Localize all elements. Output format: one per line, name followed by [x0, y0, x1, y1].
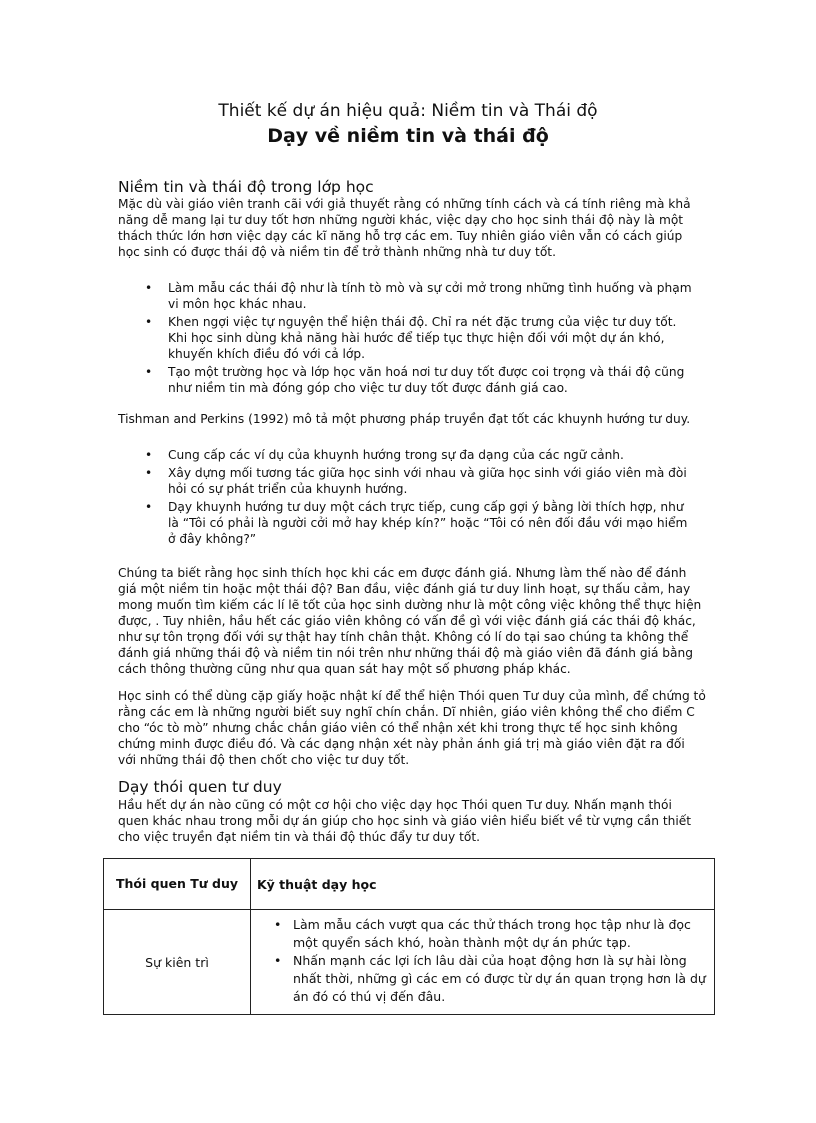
beliefs-bullet-list	[118, 280, 698, 398]
list-item: • Làm mẫu cách vượt qua các thử thách trong học tập như là đọc một quyển sách khó, hoàn thành một dự án phức tạp.	[251, 916, 706, 952]
technique-list	[251, 916, 706, 1006]
list-item: • Khen ngợi việc tự nguyện thể hiện thái độ. Chỉ ra nét đặc trưng của việc tư duy tốt. Khi học sinh dùng khả năng hài hước để tiếp tục thực hiện đối với một dự án khó, khuyến khích điều đó với cả lớp.	[118, 314, 698, 362]
assessment-paragraph: Chúng ta biết rằng học sinh thích học khi các em được đánh giá. Nhưng làm thế nào để đánh giá một niềm tin hoặc một thái độ? Ban đầu, việc đánh giá tư duy linh hoạt, sự thấu cảm, hay mong muốn tìm kiếm các lí lẽ tốt của học sinh dường như là một công việc không thể thực hiện được, . Tuy nhiên, hầu hết các giáo viên không có vấn đề gì với việc đánh giá các thái độ khác, như sự tôn trọng đối với sự thật hay tính chân thật. Không có lí do tại sao chúng ta không thể đánh giá những thái độ và niềm tin nói trên như những thái độ mà giáo viên đã đánh giá bằng cách thông thường cũng như qua quan sát hay một số phương pháp khác.	[118, 566, 702, 676]
habit-cell: Sự kiên trì	[104, 910, 251, 1015]
document-subtitle: Dạy về niềm tin và thái độ	[267, 125, 549, 147]
dispositions-bullet-list	[118, 447, 698, 549]
tishman-paragraph: Tishman and Perkins (1992) mô tả một phương pháp truyền đạt tốt các khuynh hướng tư duy.	[118, 412, 691, 426]
column-header-technique: Kỹ thuật dạy học	[251, 859, 715, 910]
section-heading-habits: Dạy thói quen tư duy	[118, 778, 282, 796]
column-header-habit: Thói quen Tư duy	[104, 859, 251, 910]
list-item: • Cung cấp các ví dụ của khuynh hướng trong sự đa dạng của các ngữ cảnh.	[118, 447, 698, 463]
habits-table	[103, 858, 715, 1015]
list-item: • Tạo một trường học và lớp học văn hoá nơi tư duy tốt được coi trọng và thái độ cũng như niềm tin mà đóng góp cho việc tư duy tốt được đánh giá cao.	[118, 364, 698, 396]
document-title: Thiết kế dự án hiệu quả: Niềm tin và Thái độ	[218, 101, 598, 121]
intro-paragraph: Mặc dù vài giáo viên tranh cãi với giả thuyết rằng có những tính cách và cá tính riêng mà khả năng dễ mang lại tư duy tốt hơn những người khác, việc dạy cho học sinh thái độ này là một thách thức lớn hơn việc dạy các kĩ năng hỗ trợ các em. Tuy nhiên giáo viên vẫn có cách giúp học sinh có được thái độ và niềm tin để trở thành những nhà tư duy tốt.	[118, 197, 691, 259]
section-heading-beliefs: Niềm tin và thái độ trong lớp học	[118, 178, 374, 196]
table-row	[104, 910, 715, 1015]
list-item: • Nhấn mạnh các lợi ích lâu dài của hoạt động hơn là sự hài lòng nhất thời, những gì các em có được từ dự án quan trọng hơn là dự án đó có thú vị đến đâu.	[251, 952, 706, 1006]
list-item: • Dạy khuynh hướng tư duy một cách trực tiếp, cung cấp gợi ý bằng lời thích hợp, như là “Tôi có phải là người cởi mở hay khép kín?” hoặc “Tôi có nên đối đầu với mạo hiểm ở đây không?”	[118, 499, 698, 547]
list-item: • Làm mẫu các thái độ như là tính tò mò và sự cởi mở trong những tình huống và phạm vi môn học khác nhau.	[118, 280, 698, 312]
technique-cell	[251, 910, 715, 1015]
list-item: • Xây dựng mối tương tác giữa học sinh với nhau và giữa học sinh với giáo viên mà đòi hỏi có sự phát triển của khuynh hướng.	[118, 465, 698, 497]
table-header-row	[104, 859, 715, 910]
journal-paragraph: Học sinh có thể dùng cặp giấy hoặc nhật kí để thể hiện Thói quen Tư duy của mình, để chứng tỏ rằng các em là những người biết suy nghĩ chín chắn. Dĩ nhiên, giáo viên không thể cho điểm C cho “óc tò mò” nhưng chắc chắn giáo viên có thể nhận xét khi trong thực tế học sinh không chứng minh được điều đó. Và các dạng nhận xét này phản ánh giá trị mà giáo viên đặt ra đối với những thái độ then chốt cho việc tư duy tốt.	[118, 689, 706, 767]
habits-intro-paragraph: Hầu hết dự án nào cũng có một cơ hội cho việc dạy học Thói quen Tư duy. Nhấn mạnh thói quen khác nhau trong mỗi dự án giúp cho học sinh và giáo viên hiểu biết về từ vựng cần thiết cho việc truyền đạt niềm tin và thái độ thúc đẩy tư duy tốt.	[118, 798, 692, 844]
